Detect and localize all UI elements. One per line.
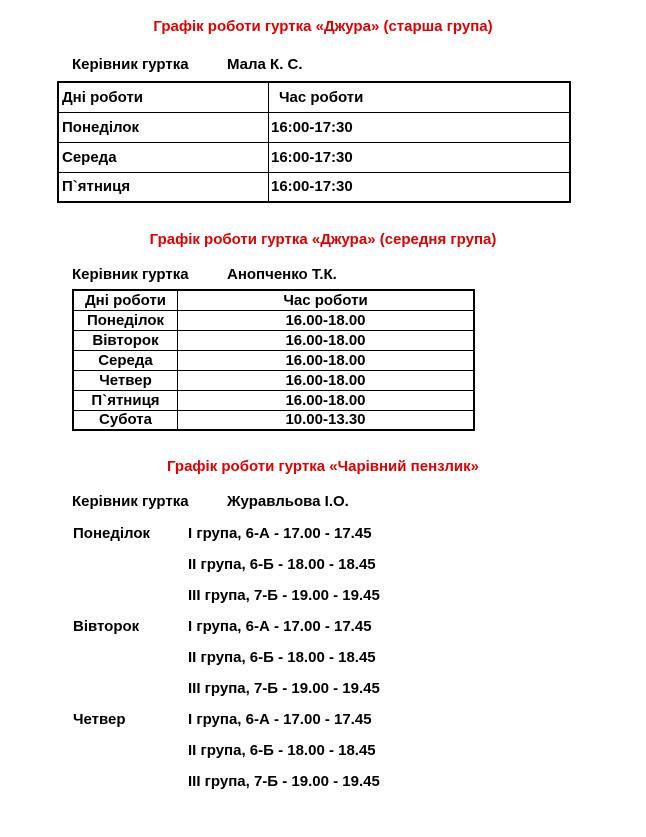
cell-day: П`ятниця [58, 172, 269, 202]
table-header-row [73, 290, 474, 310]
cell-time: 16:00-17:30 [269, 112, 571, 142]
day-entries [188, 710, 646, 803]
schedule-list [73, 524, 646, 803]
header-cell-days: Дні роботи [73, 290, 178, 310]
schedule-entry: ІІ група, 6-Б - 18.00 - 18.45 [188, 556, 376, 573]
cell-time: 16.00-18.00 [178, 330, 475, 350]
cell-day: Вівторок [73, 330, 178, 350]
cell-day: Понеділок [73, 310, 178, 330]
cell-day: П`ятниця [73, 390, 178, 410]
table-row [73, 310, 474, 330]
day-block-monday [73, 524, 646, 617]
schedule-entry: ІІІ група, 7-Б - 19.00 - 19.45 [188, 680, 380, 697]
day-entries [188, 617, 646, 710]
schedule-entry: ІІ група, 6-Б - 18.00 - 18.45 [188, 649, 376, 666]
cell-time: 16.00-18.00 [178, 370, 475, 390]
header-cell-time: Час роботи [178, 290, 475, 310]
cell-day: Середа [58, 142, 269, 172]
cell-day: Субота [73, 410, 178, 430]
leader-name-3: Журавльова І.О. [227, 493, 349, 510]
cell-time: 16.00-18.00 [178, 310, 475, 330]
leader-line-2 [72, 265, 646, 285]
header-cell-days: Дні роботи [58, 82, 269, 112]
cell-time: 16.00-18.00 [178, 390, 475, 410]
table-row [73, 390, 474, 410]
leader-name-1: Мала К. С. [227, 56, 303, 73]
schedule-entry: ІІ група, 6-Б - 18.00 - 18.45 [188, 742, 376, 759]
leader-label-2: Керівник гуртка [72, 266, 189, 283]
day-block-tuesday [73, 617, 646, 710]
schedule-entry: І група, 6-А - 17.00 - 17.45 [188, 711, 372, 728]
cell-time: 16:00-17:30 [269, 142, 571, 172]
table-row [73, 410, 474, 430]
schedule-table-dzhura-middle [72, 289, 475, 431]
day-label: Понеділок [73, 525, 151, 542]
table-row [73, 350, 474, 370]
day-label: Вівторок [73, 618, 140, 635]
cell-time: 16:00-17:30 [269, 172, 571, 202]
day-entries [188, 524, 646, 617]
table-row [58, 112, 570, 142]
leader-label-1: Керівник гуртка [72, 56, 189, 73]
table-row [58, 142, 570, 172]
cell-day: Середа [73, 350, 178, 370]
cell-time: 16.00-18.00 [178, 350, 475, 370]
cell-day: Четвер [73, 370, 178, 390]
section-title-charivnyi-penzlyk: Графік роботи гуртка «Чарівний пензлик» [166, 458, 479, 475]
leader-line-1 [72, 55, 646, 75]
schedule-entry: І група, 6-А - 17.00 - 17.45 [188, 525, 372, 542]
schedule-entry: ІІІ група, 7-Б - 19.00 - 19.45 [188, 587, 380, 604]
table-header-row [58, 82, 570, 112]
day-label: Четвер [73, 711, 126, 728]
cell-time: 10.00-13.30 [178, 410, 475, 430]
table-row [73, 370, 474, 390]
table-row [58, 172, 570, 202]
schedule-entry: ІІІ група, 7-Б - 19.00 - 19.45 [188, 773, 380, 790]
leader-name-2: Анопченко Т.К. [227, 266, 337, 283]
table-row [73, 330, 474, 350]
leader-line-3 [72, 492, 646, 512]
header-cell-time: Час роботи [269, 82, 571, 112]
cell-day: Понеділок [58, 112, 269, 142]
leader-label-3: Керівник гуртка [72, 493, 189, 510]
section-title-dzhura-senior: Графік роботи гуртка «Джура» (старша група) [153, 18, 493, 35]
day-block-thursday [73, 710, 646, 803]
schedule-entry: І група, 6-А - 17.00 - 17.45 [188, 618, 372, 635]
schedule-table-dzhura-senior [57, 81, 571, 203]
section-title-dzhura-middle: Графік роботи гуртка «Джура» (середня група) [149, 231, 497, 248]
